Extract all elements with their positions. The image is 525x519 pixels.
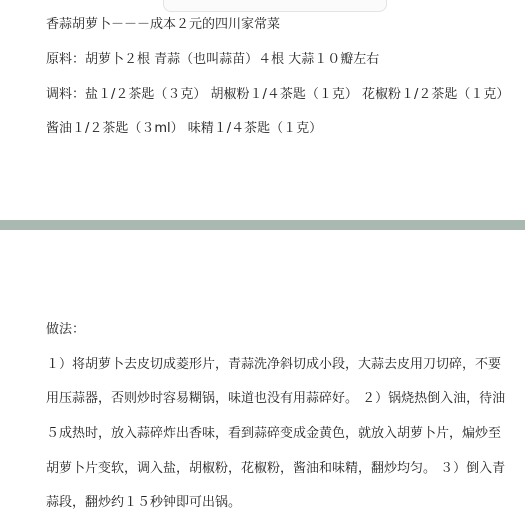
seasonings-continued-line: 酱油１/２茶匙（３ml） 味精１/４茶匙（１克）	[46, 121, 323, 136]
top-tab-edge	[163, 0, 387, 12]
recipe-title: 香蒜胡萝卜－－－成本２元的四川家常菜	[46, 17, 281, 32]
method-line: 蒜段，翻炒约１５秒钟即可出锅。	[46, 495, 242, 510]
ingredients-line: 原料：胡萝卜２根 青蒜（也叫蒜苗）４根 大蒜１０瓣左右	[46, 52, 380, 67]
method-line: １）将胡萝卜去皮切成菱形片，青蒜洗净斜切成小段，大蒜去皮用刀切碎，不要	[46, 357, 502, 372]
method-heading: 做法：	[46, 322, 86, 337]
section-divider	[0, 220, 525, 230]
method-line: 胡萝卜片变软，调入盐，胡椒粉，花椒粉，酱油和味精，翻炒均匀。 ３）倒入青	[46, 461, 506, 476]
seasonings-line: 调料：盐１/２茶匙（３克） 胡椒粉１/４茶匙（１克） 花椒粉１/２茶匙（１克）	[46, 87, 510, 102]
method-line: ５成热时，放入蒜碎炸出香味，看到蒜碎变成金黄色，就放入胡萝卜片，煸炒至	[46, 426, 502, 441]
method-line: 用压蒜器，否则炒时容易糊锅，味道也没有用蒜碎好。 ２）锅烧热倒入油，待油	[46, 391, 506, 406]
